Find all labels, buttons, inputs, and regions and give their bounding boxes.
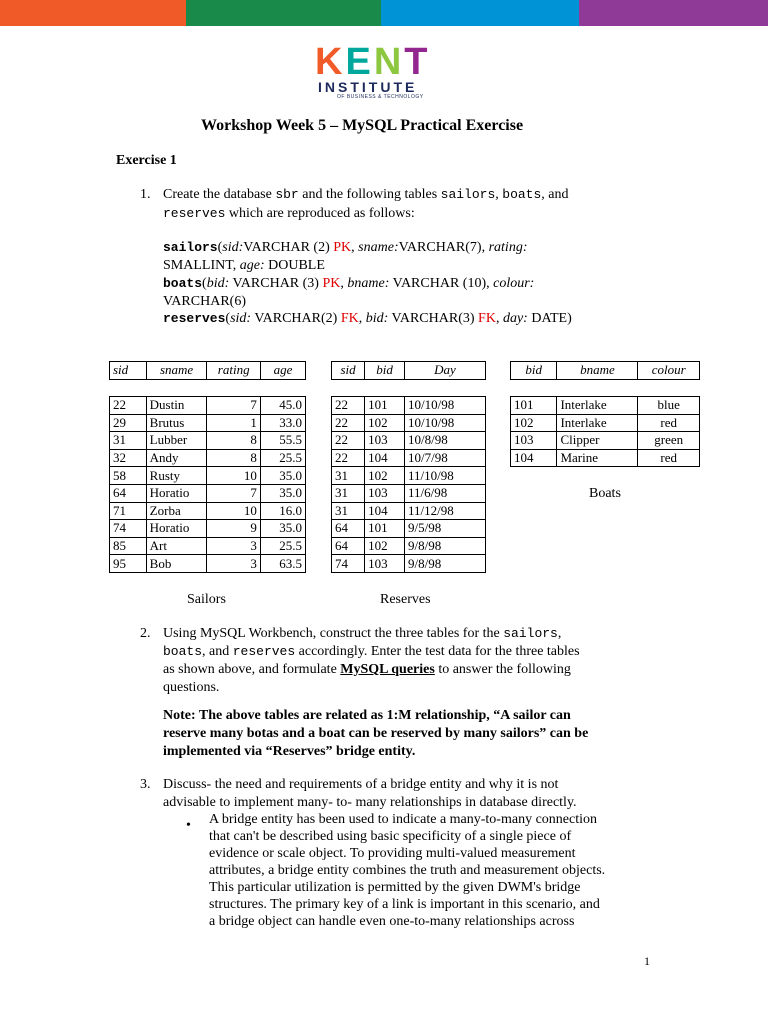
field-type: VARCHAR(2)	[251, 311, 341, 326]
mysql-queries-emphasis: MySQL queries	[340, 662, 435, 677]
logo-wordmark	[315, 41, 428, 83]
boats-caption: Boats	[589, 486, 621, 501]
q3-line-1: Discuss- the need and requirements of a bridge entity and why it is not	[163, 777, 559, 792]
document-title: Workshop Week 5 – MySQL Practical Exercise	[201, 117, 524, 134]
q3-bullet-line: structures. The primary key of a link is important in this scenario, and	[209, 897, 600, 912]
table-cell: red	[638, 449, 700, 467]
table-row	[332, 432, 486, 450]
column-header: sid	[332, 362, 365, 380]
table-row	[332, 555, 486, 573]
q2-line-3	[163, 661, 571, 679]
table-cell: Art	[146, 537, 207, 555]
schema-boats-line-2: VARCHAR(6)	[163, 294, 246, 309]
table-cell: 22	[110, 397, 147, 415]
table-cell: Clipper	[557, 432, 638, 450]
field-name: sid:	[222, 240, 244, 255]
q3-bullet-line: evidence or scale object. To providing multi-valued measurement	[209, 846, 576, 861]
table-cell: 35.0	[260, 484, 305, 502]
text: which are reproduced as follows:	[225, 206, 415, 221]
q3-bullet-line: a bridge object can handle even one-to-many relationships across	[209, 914, 575, 929]
logo-institute: INSTITUTE	[318, 79, 418, 95]
table-cell: 64	[110, 484, 147, 502]
table-cell: 103	[365, 555, 405, 573]
schema-table-name: boats	[163, 276, 203, 291]
bullet-icon: •	[186, 818, 191, 833]
sailors-table	[109, 396, 306, 573]
field-type: VARCHAR (3)	[229, 276, 323, 291]
table-cell: Dustin	[146, 397, 207, 415]
q3-bullet-line: A bridge entity has been used to indicate a many-to-many connection	[209, 812, 597, 827]
table-cell: 25.5	[260, 449, 305, 467]
q1-number: 1.	[140, 187, 151, 202]
schema-reserves-line	[163, 310, 572, 328]
table-cell: Rusty	[146, 467, 207, 485]
table-cell: 31	[332, 502, 365, 520]
column-header: colour	[638, 362, 700, 380]
table-cell: 31	[332, 484, 365, 502]
text: ,	[351, 240, 359, 255]
table-cell: 104	[365, 449, 405, 467]
text: as shown above, and formulate	[163, 662, 341, 677]
text: and the following tables	[298, 187, 441, 202]
text: to answer the following	[434, 662, 571, 677]
table-cell: 85	[110, 537, 147, 555]
table-header-row	[332, 362, 486, 380]
text: accordingly. Enter the test data for the three tables	[295, 644, 580, 659]
header-stripe-blue	[381, 0, 579, 26]
text: ,	[358, 311, 366, 326]
note-line-1: Note: The above tables are related as 1:M relationship, “A sailor can	[163, 708, 571, 723]
table-cell: Horatio	[146, 484, 207, 502]
logo-letter-t: T	[404, 41, 428, 83]
field-name: bname:	[347, 276, 390, 291]
table-row	[511, 432, 700, 450]
q3-number: 3.	[140, 777, 151, 792]
table-cell: 10/10/98	[405, 414, 486, 432]
table-cell: 101	[365, 520, 405, 538]
table-cell: 102	[511, 414, 557, 432]
table-cell: 74	[110, 520, 147, 538]
table-cell: Brutus	[146, 414, 207, 432]
table-row	[110, 484, 306, 502]
field-name: age:	[239, 258, 265, 273]
table-cell: Bob	[146, 555, 207, 573]
q3-line-2: advisable to implement many- to- many relationships in database directly.	[163, 795, 577, 810]
table-cell: red	[638, 414, 700, 432]
schema-sailors-line-1	[163, 239, 527, 257]
q2-line-4: questions.	[163, 680, 220, 695]
table-cell: 104	[365, 502, 405, 520]
table-cell: 25.5	[260, 537, 305, 555]
q3-bullet-line: that can't be described using basic specificity of a single piece of	[209, 829, 572, 844]
field-type: VARCHAR (2)	[243, 240, 334, 255]
table-cell: 11/10/98	[405, 467, 486, 485]
table-cell: 64	[332, 520, 365, 538]
exercise-heading: Exercise 1	[116, 153, 177, 168]
table-row	[332, 467, 486, 485]
field-type: VARCHAR(7),	[398, 240, 489, 255]
note-line-3: implemented via “Reserves” bridge entity.	[163, 744, 416, 759]
table-cell: 8	[207, 432, 260, 450]
field-type: VARCHAR (10),	[389, 276, 494, 291]
q3-bullet-line: This particular utilization is permitted by the given DWM's bridge	[209, 880, 581, 895]
q3-bullet-line: attributes, a bridge entity combines the truth and measurement objects.	[209, 863, 606, 878]
table-row	[511, 449, 700, 467]
text: ,	[340, 276, 348, 291]
table-cell: 8	[207, 449, 260, 467]
column-header: bid	[511, 362, 557, 380]
code-reserves: reserves	[232, 644, 296, 659]
table-cell: Horatio	[146, 520, 207, 538]
table-cell: 103	[511, 432, 557, 450]
schema-table-name: sailors	[163, 240, 218, 255]
text: (	[217, 240, 223, 255]
note-line-2: reserve many botas and a boat can be reserved by many sailors” can be	[163, 726, 589, 741]
header-stripe-orange	[0, 0, 186, 26]
table-row	[110, 467, 306, 485]
table-cell: 7	[207, 484, 260, 502]
table-header-row	[110, 362, 306, 380]
column-header: age	[260, 362, 305, 380]
code-boats: boats	[502, 187, 542, 202]
table-cell: 31	[332, 467, 365, 485]
column-header: Day	[405, 362, 486, 380]
table-row	[332, 520, 486, 538]
table-row	[332, 537, 486, 555]
logo-letter-e: E	[345, 41, 371, 83]
table-cell: 103	[365, 432, 405, 450]
field-type: DATE)	[527, 311, 572, 326]
code-sailors: sailors	[503, 626, 558, 641]
table-row	[332, 502, 486, 520]
text: (	[202, 276, 207, 291]
text: ,	[557, 626, 562, 641]
table-cell: 16.0	[260, 502, 305, 520]
q2-line-2	[163, 643, 580, 661]
table-cell: 11/12/98	[405, 502, 486, 520]
table-cell: 63.5	[260, 555, 305, 573]
key-fk: FK	[340, 311, 359, 326]
table-cell: 10	[207, 467, 260, 485]
table-cell: 64	[332, 537, 365, 555]
table-cell: 103	[365, 484, 405, 502]
table-cell: 45.0	[260, 397, 305, 415]
schema-table-name: reserves	[163, 311, 226, 326]
table-row	[511, 397, 700, 415]
table-cell: Zorba	[146, 502, 207, 520]
field-name: rating:	[488, 240, 528, 255]
code-sailors: sailors	[440, 187, 496, 202]
field-type: DOUBLE	[264, 258, 325, 273]
boats-table	[510, 396, 700, 467]
table-row	[511, 414, 700, 432]
table-row	[110, 520, 306, 538]
key-fk: FK	[478, 311, 496, 326]
reserves-header-table	[331, 361, 486, 380]
text: ,	[495, 311, 503, 326]
q1-line-1	[163, 186, 569, 204]
page-number: 1	[644, 954, 650, 968]
table-cell: 101	[511, 397, 557, 415]
table-cell: 3	[207, 537, 260, 555]
table-row	[332, 414, 486, 432]
schema-sailors-line-2	[163, 257, 325, 275]
table-row	[332, 397, 486, 415]
code-sbr: sbr	[275, 187, 299, 202]
table-cell: 31	[110, 432, 147, 450]
column-header: sname	[146, 362, 207, 380]
table-row	[110, 502, 306, 520]
table-cell: 95	[110, 555, 147, 573]
schema-boats-line-1	[163, 275, 534, 293]
q2-line-1	[163, 625, 561, 643]
table-cell: Andy	[146, 449, 207, 467]
table-cell: 35.0	[260, 467, 305, 485]
table-cell: 10	[207, 502, 260, 520]
q1-line-2	[163, 205, 415, 223]
logo-letter-k: K	[315, 41, 343, 83]
table-cell: 10/7/98	[405, 449, 486, 467]
key-pk: PK	[322, 276, 341, 291]
key-pk: PK	[333, 240, 352, 255]
table-cell: 58	[110, 467, 147, 485]
table-cell: 71	[110, 502, 147, 520]
field-name: bid:	[365, 311, 389, 326]
table-row	[110, 555, 306, 573]
reserves-table	[331, 396, 486, 573]
table-cell: 22	[332, 397, 365, 415]
table-row	[110, 537, 306, 555]
code-reserves: reserves	[163, 206, 226, 221]
q2-number: 2.	[140, 626, 151, 641]
table-cell: 11/6/98	[405, 484, 486, 502]
field-name: day:	[502, 311, 528, 326]
table-cell: 104	[511, 449, 557, 467]
column-header: rating	[207, 362, 260, 380]
table-row	[110, 397, 306, 415]
logo-subtitle: OF BUSINESS & TECHNOLOGY	[337, 94, 424, 100]
field-name: colour:	[493, 276, 535, 291]
table-cell: 9	[207, 520, 260, 538]
table-cell: green	[638, 432, 700, 450]
text: (	[225, 311, 231, 326]
table-cell: 9/8/98	[405, 555, 486, 573]
table-cell: Marine	[557, 449, 638, 467]
kent-institute-logo	[315, 41, 455, 100]
table-cell: blue	[638, 397, 700, 415]
table-cell: 55.5	[260, 432, 305, 450]
field-name: bid:	[206, 276, 230, 291]
table-cell: Interlake	[557, 397, 638, 415]
field-name: sid:	[230, 311, 252, 326]
text: , and	[541, 187, 569, 202]
text: Using MySQL Workbench, construct the three tables for the	[163, 626, 504, 641]
boats-header-table	[510, 361, 700, 380]
table-cell: 9/8/98	[405, 537, 486, 555]
table-cell: 102	[365, 537, 405, 555]
table-cell: 10/8/98	[405, 432, 486, 450]
table-cell: 9/5/98	[405, 520, 486, 538]
header-stripe-purple	[579, 0, 768, 26]
table-cell: 74	[332, 555, 365, 573]
table-cell: 7	[207, 397, 260, 415]
table-cell: 29	[110, 414, 147, 432]
column-header: sid	[110, 362, 147, 380]
table-cell: 1	[207, 414, 260, 432]
text: , and	[202, 644, 233, 659]
code-boats: boats	[163, 644, 203, 659]
table-cell: 22	[332, 414, 365, 432]
table-cell: 22	[332, 449, 365, 467]
table-cell: Lubber	[146, 432, 207, 450]
table-cell: 101	[365, 397, 405, 415]
table-header-row	[511, 362, 700, 380]
table-row	[110, 449, 306, 467]
table-cell: 32	[110, 449, 147, 467]
field-type: SMALLINT,	[163, 258, 240, 273]
table-cell: 33.0	[260, 414, 305, 432]
table-cell: 22	[332, 432, 365, 450]
logo-letter-n: N	[373, 41, 402, 83]
table-cell: 102	[365, 467, 405, 485]
table-row	[332, 484, 486, 502]
header-stripe-green	[186, 0, 381, 26]
table-cell: 102	[365, 414, 405, 432]
table-row	[110, 432, 306, 450]
field-name: sname:	[358, 240, 399, 255]
table-cell: Interlake	[557, 414, 638, 432]
text: Create the database	[163, 187, 276, 202]
table-row	[332, 449, 486, 467]
table-cell: 3	[207, 555, 260, 573]
text: ,	[495, 187, 503, 202]
field-type: VARCHAR(3)	[388, 311, 479, 326]
table-cell: 10/10/98	[405, 397, 486, 415]
sailors-header-table	[109, 361, 306, 380]
column-header: bid	[365, 362, 405, 380]
column-header: bname	[557, 362, 638, 380]
table-cell: 35.0	[260, 520, 305, 538]
sailors-caption: Sailors	[187, 592, 226, 607]
reserves-caption: Reserves	[380, 592, 431, 607]
table-row	[110, 414, 306, 432]
